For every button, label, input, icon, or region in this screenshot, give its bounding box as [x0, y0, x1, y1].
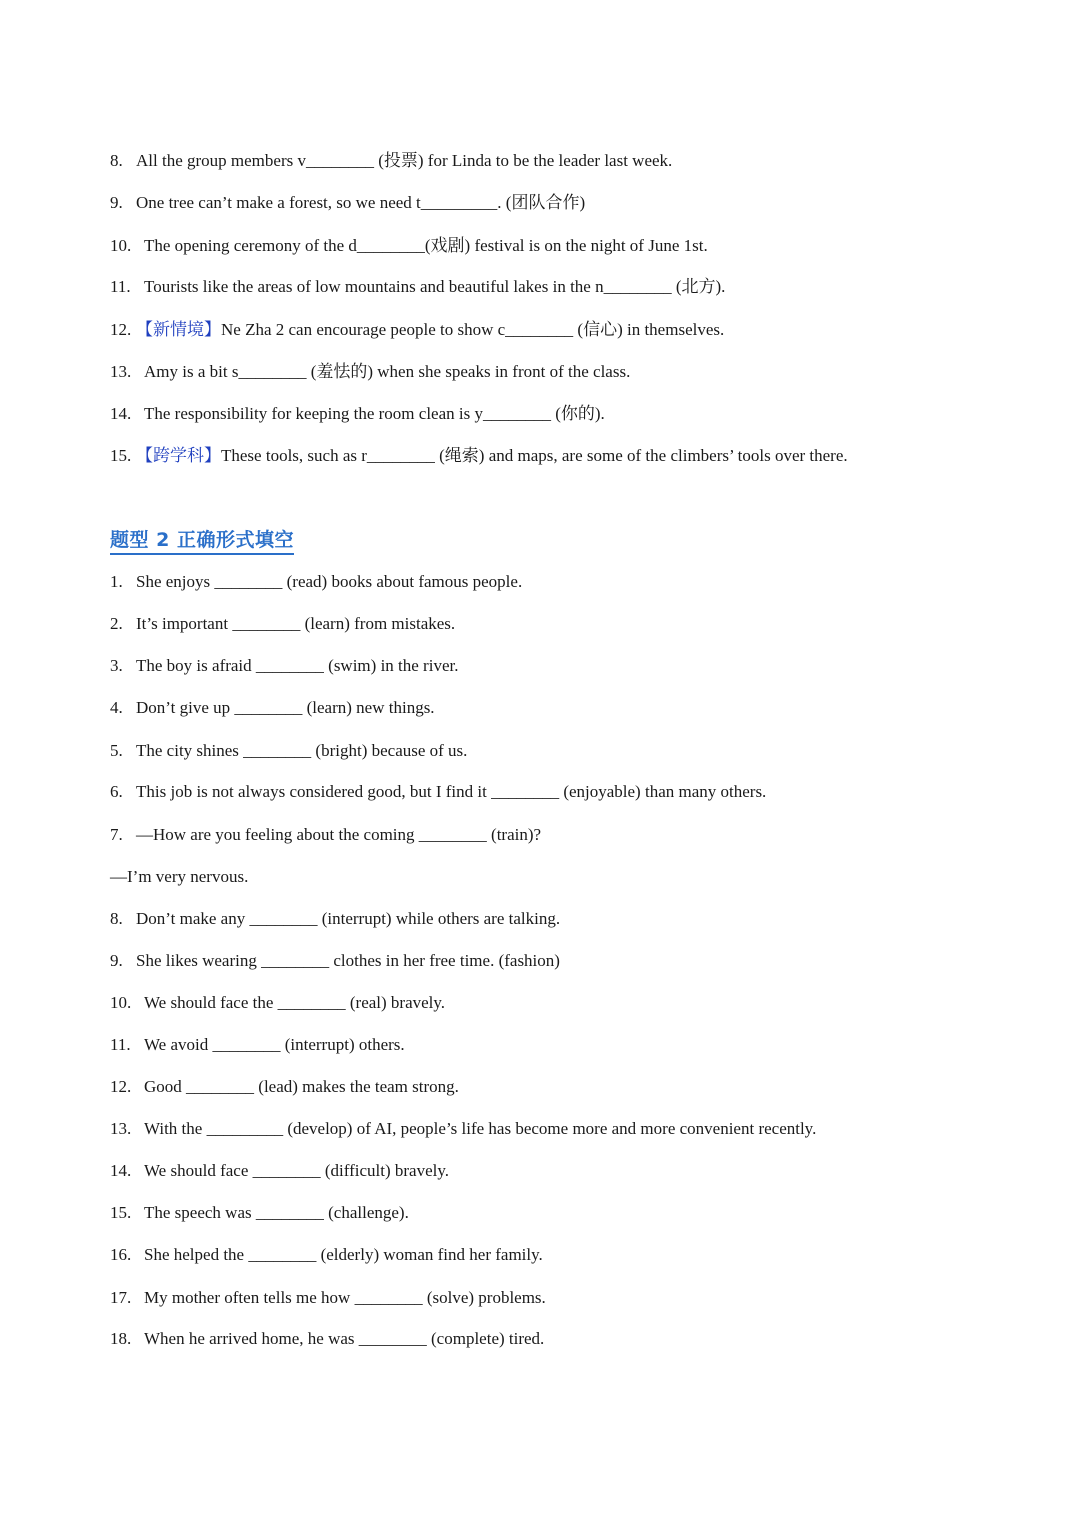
section2-item-4: [110, 697, 435, 719]
item-number: 12.: [110, 1077, 132, 1096]
item-number: 10.: [110, 993, 132, 1012]
item-number: 15.: [110, 1203, 132, 1222]
section2-item-6: [110, 781, 766, 803]
item-text: Don’t give up ________ (learn) new things.: [136, 698, 435, 717]
item-number: 15.: [110, 446, 132, 465]
item-text: Ne Zha 2 can encourage people to show c________ (信心) in themselves.: [221, 320, 725, 339]
item-text: The responsibility for keeping the room clean is y________ (你的).: [144, 404, 605, 423]
item-number: 5.: [110, 741, 123, 760]
item-text: We avoid ________ (interrupt) others.: [144, 1035, 405, 1054]
item-number: 10.: [110, 236, 132, 255]
item-number: 11.: [110, 277, 131, 296]
item-text: The city shines ________ (bright) because of us.: [136, 741, 468, 760]
item-text: She likes wearing ________ clothes in her free time. (fashion): [136, 951, 560, 970]
item-text: Amy is a bit s________ (羞怯的) when she speaks in front of the class.: [144, 362, 631, 381]
section2-item-9: [110, 950, 560, 972]
section1-item-11: [110, 276, 725, 298]
item-text: These tools, such as r________ (绳索) and maps, are some of the climbers’ tools over there.: [221, 446, 848, 465]
section-title: 题型 2 正确形式填空: [110, 527, 294, 555]
section2-item-14: [110, 1160, 449, 1182]
item-number: 12.: [110, 320, 132, 339]
item-number: 3.: [110, 656, 123, 675]
item-text: Don’t make any ________ (interrupt) while others are talking.: [136, 909, 561, 928]
section1-item-15: [110, 445, 848, 467]
section2-item-18: [110, 1328, 544, 1350]
section1-item-9: [110, 192, 585, 214]
section2-item-2: [110, 613, 455, 635]
section2-item-15: [110, 1202, 409, 1224]
item-number: 14.: [110, 404, 132, 423]
item-text: She helped the ________ (elderly) woman find her family.: [144, 1245, 543, 1264]
item-text: All the group members v________ (投票) for Linda to be the leader last week.: [136, 151, 673, 170]
section2-item-16: [110, 1244, 543, 1266]
item-number: 14.: [110, 1161, 132, 1180]
item-number: 13.: [110, 1119, 132, 1138]
item-text: When he arrived home, he was ________ (complete) tired.: [144, 1329, 545, 1348]
item-text: Tourists like the areas of low mountains and beautiful lakes in the n________ (北方).: [144, 277, 726, 296]
section2-item-5: [110, 740, 467, 762]
item-number: 18.: [110, 1329, 132, 1348]
section1-item-10: [110, 235, 708, 257]
item-number: 9.: [110, 193, 123, 212]
section2-item-17: [110, 1287, 546, 1309]
item-text: It’s important ________ (learn) from mistakes.: [136, 614, 456, 633]
section1-item-8: [110, 150, 672, 172]
section2-item-11: [110, 1034, 405, 1056]
item-text: We should face the ________ (real) bravely.: [144, 993, 446, 1012]
section1-item-13: [110, 361, 630, 383]
item-number: 16.: [110, 1245, 132, 1264]
section2-item-8: [110, 908, 560, 930]
new-context-tag: 【新情境】: [136, 320, 221, 339]
section2-item-13: [110, 1118, 816, 1140]
item-number: 2.: [110, 614, 123, 633]
item-text: Good ________ (lead) makes the team strong.: [144, 1077, 459, 1096]
item-text: This job is not always considered good, but I find it ________ (enjoyable) than many others.: [136, 782, 767, 801]
item-number: 7.: [110, 825, 123, 844]
item-number: 11.: [110, 1035, 131, 1054]
item-text: —I’m very nervous.: [110, 867, 249, 886]
section2-item-1: [110, 571, 522, 593]
item-text: With the _________ (develop) of AI, people’s life has become more and more convenient recently.: [144, 1119, 817, 1138]
item-text: She enjoys ________ (read) books about famous people.: [136, 572, 523, 591]
section2-item-3: [110, 655, 458, 677]
item-number: 9.: [110, 951, 123, 970]
item-text: The speech was ________ (challenge).: [144, 1203, 409, 1222]
item-text: My mother often tells me how ________ (solve) problems.: [144, 1288, 546, 1307]
item-text: The opening ceremony of the d________(戏剧) festival is on the night of June 1st.: [144, 236, 708, 255]
item-number: 6.: [110, 782, 123, 801]
section2-item-7: [110, 824, 541, 846]
item-number: 8.: [110, 151, 123, 170]
item-text: —How are you feeling about the coming ________ (train)?: [136, 825, 542, 844]
section2-item-7-response: [110, 866, 248, 888]
section2-item-12: [110, 1076, 459, 1098]
section1-item-14: [110, 403, 605, 425]
item-text: One tree can’t make a forest, so we need t_________. (团队合作): [136, 193, 586, 212]
cross-subject-tag: 【跨学科】: [136, 446, 221, 465]
item-number: 1.: [110, 572, 123, 591]
item-number: 8.: [110, 909, 123, 928]
item-number: 4.: [110, 698, 123, 717]
item-text: We should face ________ (difficult) bravely.: [144, 1161, 450, 1180]
section1-item-12: [110, 319, 724, 341]
section2-item-10: [110, 992, 445, 1014]
item-text: The boy is afraid ________ (swim) in the river.: [136, 656, 459, 675]
item-number: 13.: [110, 362, 132, 381]
item-number: 17.: [110, 1288, 132, 1307]
